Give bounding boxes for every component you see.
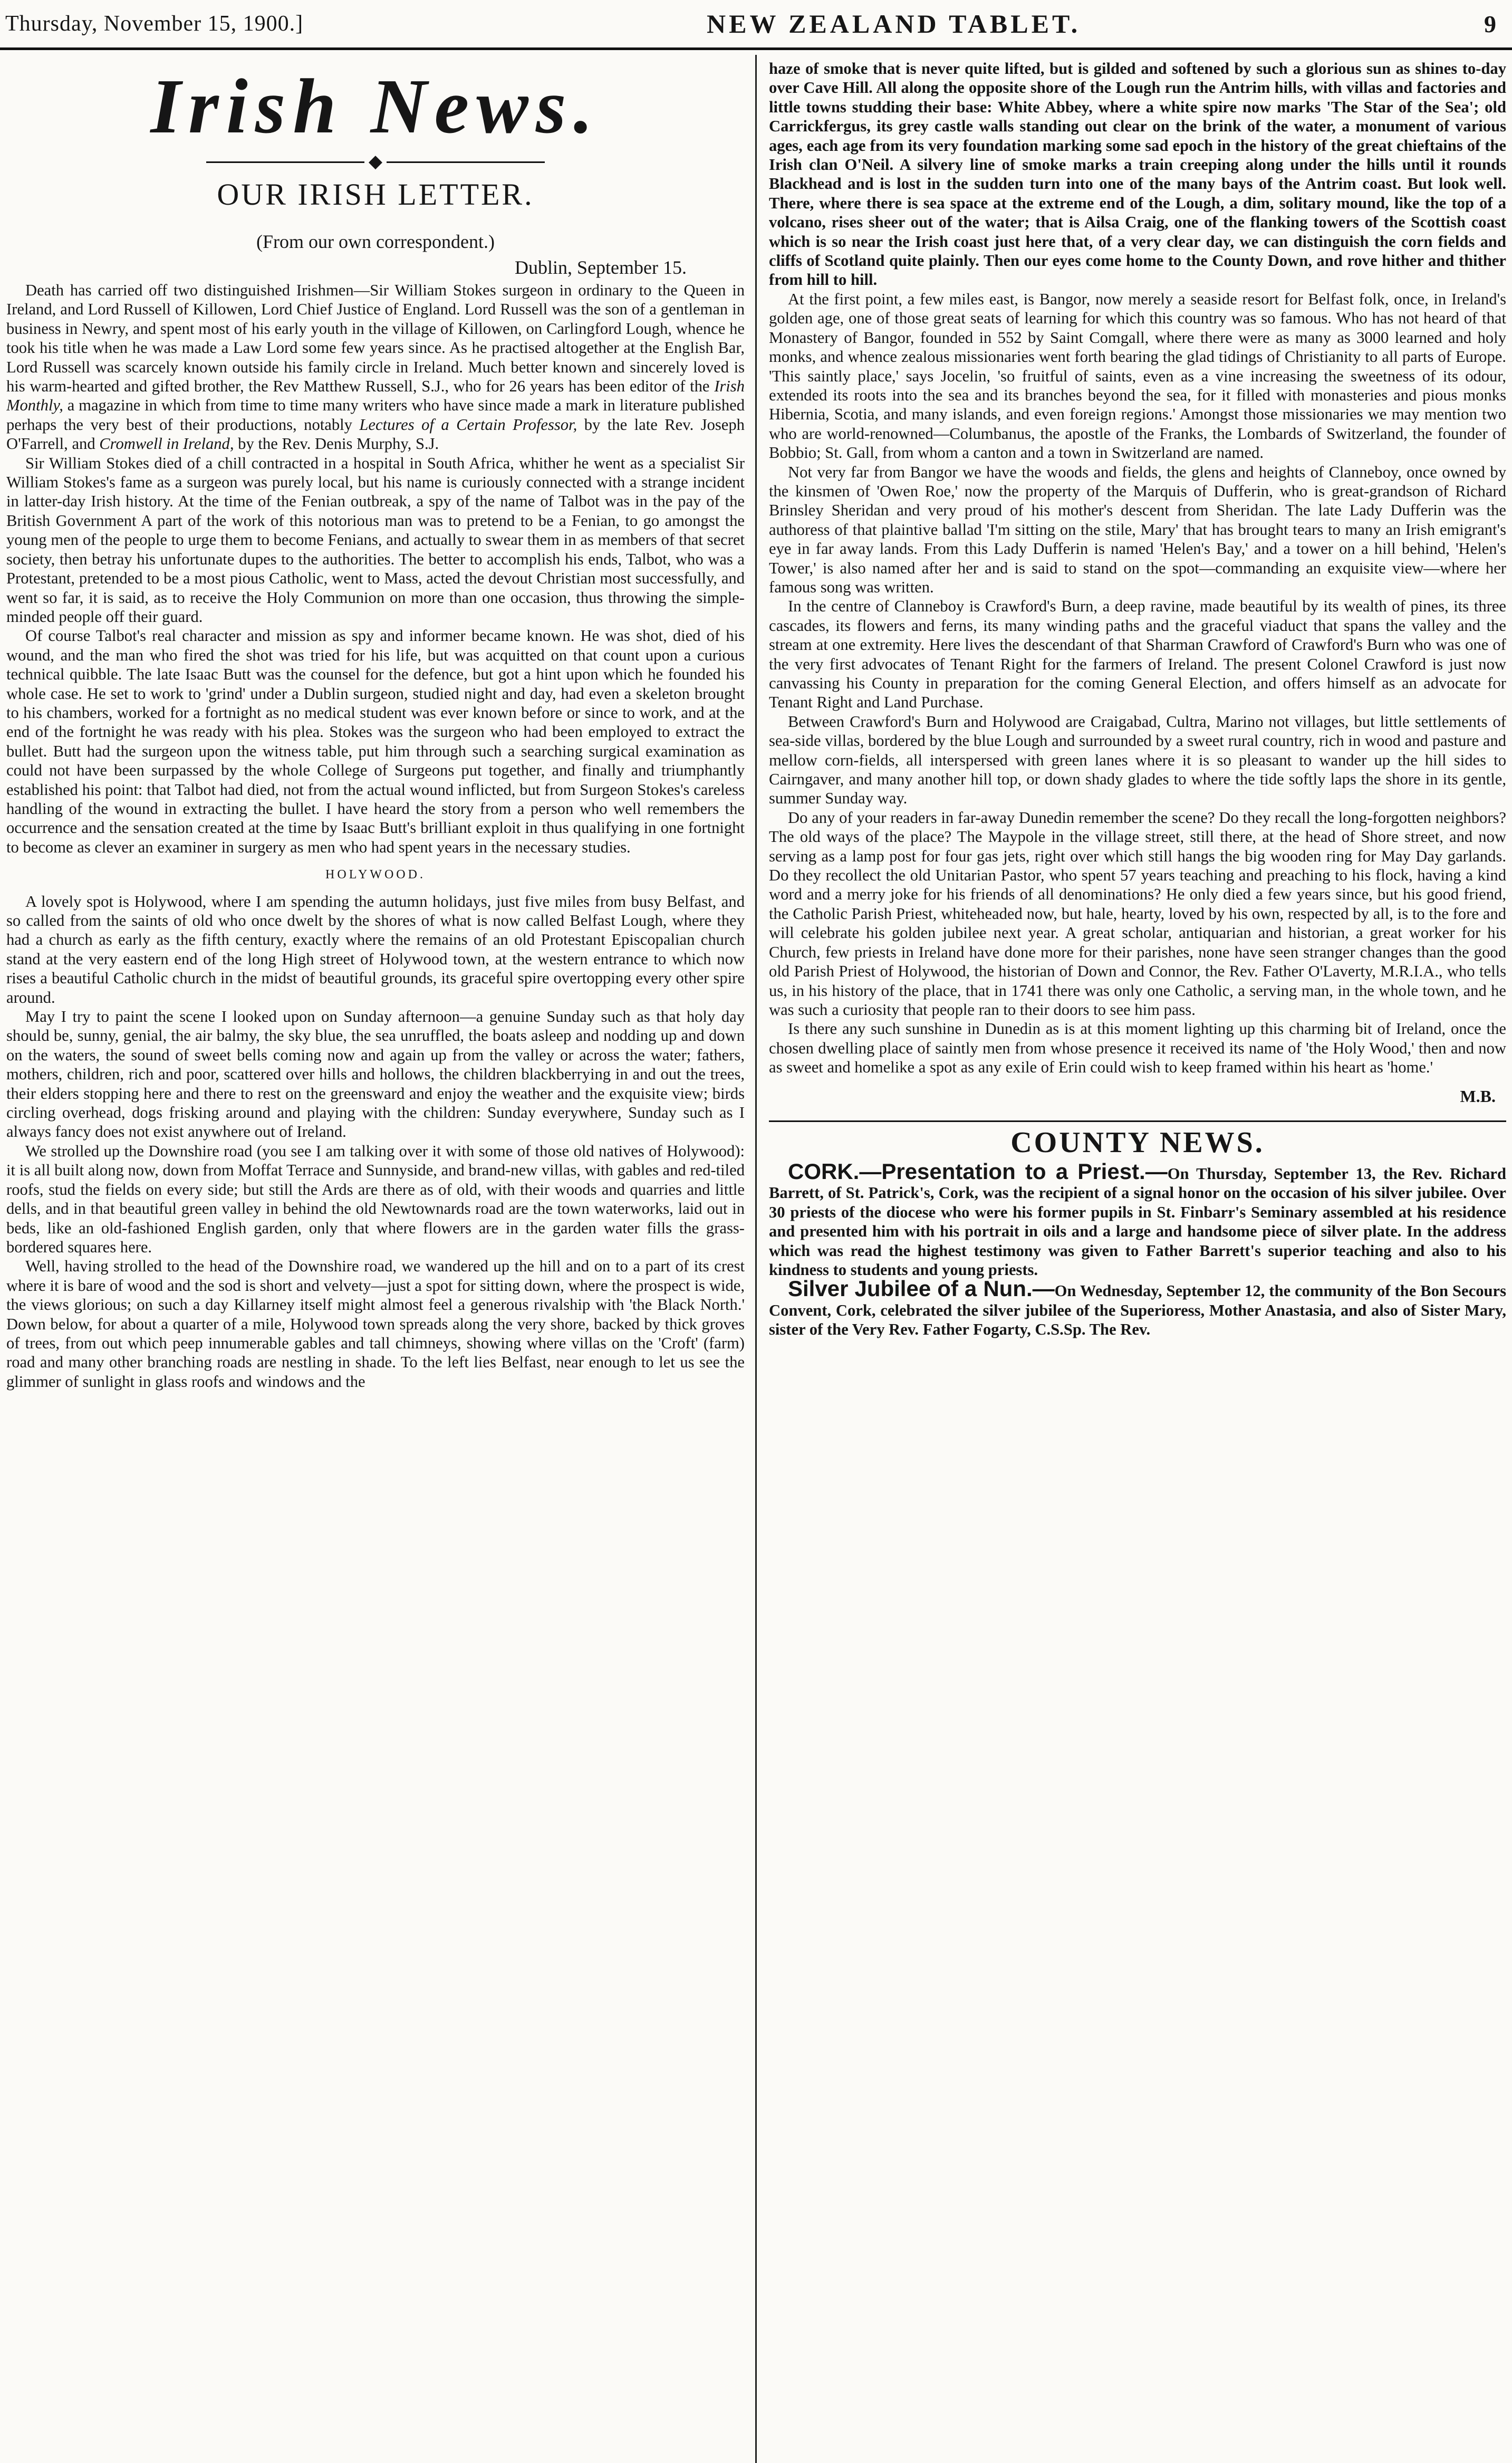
article-title: OUR IRISH LETTER.: [217, 177, 534, 212]
paragraph: In the centre of Clanneboy is Crawford's Burn, a deep ravine, made beautiful by its wealth of pines, its three cascades, its flowers and ferns, its many winding paths and the graceful viaduct that spans the valley and the stream at one extremity. Here lives the descendant of that Sharman Crawford of Crawford's Burn who was one of the very first advocates of Tenant Right for the farmers of Ireland. The present Colonel Crawford is just now canvassing his County in preparation for the coming General Election, and offers himself as an advocate for Tenant Right and Land Purchase.: [769, 597, 1506, 712]
article-dateline: Dublin, September 15.: [515, 257, 687, 278]
page-number: 9: [1484, 10, 1496, 37]
paragraph: Not very far from Bangor we have the woods and fields, the glens and heights of Clanneboy, once owned by the kinsmen of 'Owen Roe,' now the property of the Marquis of Dufferin, who is great-grandson of Richard Brinsley Sheridan and very proud of his mother's descent from Sheridan. The late Lady Dufferin was the authoress of that plaintive ballad 'I'm sitting on the stile, Mary' that has brought tears to many an Irish emigrant's eye in far away lands. From this Lady Dufferin is named 'Helen's Bay,' and a tower on a hill behind, 'Helen's Tower,' is also named after her and is said to stand on the spot—commanding an exquisite view—where her famous song was written.: [769, 463, 1506, 596]
paragraph: Well, having strolled to the head of the Downshire road, we wandered up the hill and on to a part of its crest where it is bare of wood and the sod is short and velvety—just a spot for sitting down, where the prospect is wide, the views glorious; on such a day Killarney itself might almost feel a generous rivalship with 'the Black North.' Down below, for about a quarter of a mile, Holywood town spreads along the very shore, backed by thick groves of trees, from out which peep innumerable gables and tall chimneys, showing where villas on the 'Croft' (farm) road and many other branching roads are nestling in shade. To the left lies Belfast, near enough to let us see the glimmer of sunlight in glass roofs and windows and the: [6, 1257, 745, 1391]
subsection-heading: HOLYWOOD.: [325, 868, 426, 882]
news-item-jubilee: Silver Jubilee of a Nun.—On Wednesday, September 12, the community of the Bon Secours Convent, Cork, celebrated the silver jubilee of the Superioress, Mother Anastasia, and also of Sister Mary, sister of the Very Rev. Father Fogarty, C.S.Sp. The Rev.: [769, 1276, 1506, 1339]
news-headline: CORK.—Presentation to a Priest.—: [788, 1158, 1168, 1184]
paragraph: May I try to paint the scene I looked upon on Sunday afternoon—a genuine Sunday such as that holy day should be, sunny, genial, the air balmy, the sky blue, the sea unruffled, the boats asleep and nodding up and down on the waters, the sound of sweet bells coming now and again up from the valley or across the water; fathers, mothers, children, rich and poor, scattered over hills and hollows, the children blackberrying in and out the trees, their elders stopping here and there to rest on the greensward and enjoy the weather and the exquisite view; birds circling overhead, dogs frisking around and playing with the children: Sunday everywhere, Sunday such as I always fancy does not exist anywhere out of Ireland.: [6, 1008, 745, 1141]
section-rule: [769, 1120, 1506, 1122]
paragraph: At the first point, a few miles east, is Bangor, now merely a seaside resort for Belfast folk, once, in Ireland's golden age, one of those great seats of learning for which this country was so famous. Who has not heard of that Monastery of Bangor, founded in 552 by Saint Comgall, where there were as many as 3000 learned and holy monks, and whence zealous missionaries went forth bearing the glad tidings of Christianity to all parts of Europe. 'This saintly place,' says Jocelin, 'so fruitful of saints, even as a vine increasing the sweetness of its odour, extended its roots into the sea and its branches beyond the sea, for it filled with monasteries and pious monks Hibernia, Scotia, and many islands, and even foreign regions.' Amongst those missionaries we may mention two who are world-renowned—Columbanus, the apostle of the Franks, the Lombards of Switzerland, the founder of Bobbio; St. Gall, from whom a canton and a town in Switzerland are named.: [769, 290, 1506, 462]
paragraph: Death has carried off two distinguished Irishmen—Sir William Stokes surgeon in ordinary to the Queen in Ireland, and Lord Russell of Killowen, Lord Chief Justice of England. Lord Russell was the son of a gentleman in business in Newry, and spent most of his early youth in the village of Killowen, on Carlingford Lough, whence he took his title when he was made a Law Lord some few years since. As he practised altogether at the English Bar, Lord Russell was scarcely known outside his family circle in Ireland. Much better known and sincerely loved is his warm-hearted and gifted brother, the Rev Matthew Russell, S.J., who for 26 years has been editor of the Irish Monthly, a magazine in which from time to time many writers who have since made a mark in literature published perhaps the very best of their productions, notably Lectures of a Certain Professor, by the late Rev. Joseph O'Farrell, and Cromwell in Ireland, by the Rev. Denis Murphy, S.J.: [6, 281, 745, 453]
masthead: [0, 0, 1512, 50]
paragraph: A lovely spot is Holywood, where I am spending the autumn holidays, just five miles from busy Belfast, and so called from the saints of old who once dwelt by the shores of what is now called Belfast Lough, where they had a church as early as the fifth century, exactly where the remains of an old Protestant Episcopalian church stand at the very eastern end of the long High street of Holywood town, at the western entrance to which now rises a beautiful Catholic church in the midst of beautiful grounds, its graceful spire overtopping every other spire around.: [6, 892, 745, 1007]
paragraph: Of course Talbot's real character and mission as spy and informer became known. He was shot, died of his wound, and the man who fired the shot was tried for his life, but was acquitted on that count upon a curious technical quibble. The late Isaac Butt was the counsel for the defence, but got a hint upon which he founded his whole case. He set to work to 'grind' under a Dublin surgeon, studied night and day, had even a skeleton brought to his chambers, worked for a fortnight as no medical student was ever known before or since to work, and at the end of the fortnight he was ready with his plea. Stokes was the surgeon who had been employed to extract the bullet. Butt had the surgeon upon the witness table, put him through such a searching surgical examination as could not have been surpassed by the whole College of Surgeons put together, and finally and triumphantly established his point: that Talbot had died, not from the actual wound inflicted, but from Surgeon Stokes's careless handling of the wound in extracting the bullet. I have heard the story from a person who well remembers the occurrence and the sensation created at the time by Isaac Butt's brilliant exploit in thus qualifying in one fortnight to become as clever an examiner in surgery as men who had spent years in the necessary studies.: [6, 627, 745, 856]
paragraph: Do any of your readers in far-away Dunedin remember the scene? Do they recall the long-forgotten neighbors? The old ways of the place? The Maypole in the village street, still there, at the head of Shore street, and now serving as a lamp post for four gas jets, right over which still hangs the big wooden ring for May Day garlands. Do they recollect the old Unitarian Pastor, who spent 57 years teaching and preaching to his flock, having a kind word and a merry joke for his friends of all denominations? He only died a few years since, but his good friend, the Catholic Parish Priest, whiteheaded now, but hale, hearty, loved by his own, respected by all, is to the fore and will celebrate his golden jubilee next year. A great scholar, antiquarian and historian, a great worker for his Church, few priests in Ireland have done more for their parishes, none have seen stranger changes than the good old Parish Priest of Holywood, the historian of Down and Connor, the Rev. Father O'Laverty, M.R.I.A., who tells us, in his history of the place, that in 1741 there was only one Catholic, a serving man, in the whole town, and he was such a curiosity that people ran to their doors to see him pass.: [769, 808, 1506, 1019]
paragraph: We strolled up the Downshire road (you see I am talking over it with some of those old natives of Holywood): it is all built along now, down from Moffat Terrace and Sunnyside, and brand-new villas, with gables and red-tiled roofs, stud the fields on every side; but still the Ards are there as of old, with their woods and quarries and little dells, and in that beautiful green valley in behind the old Newtownards road are the town waterworks, laid out in beds, like an old-fashioned English garden, only that where flowers are in the garden water fills the grass-bordered squares here.: [6, 1142, 745, 1256]
section-heading: Irish News.: [150, 63, 601, 150]
right-column: [769, 59, 1506, 2463]
left-column: [6, 59, 745, 2463]
ornament-rule: ◆: [6, 154, 745, 170]
author-signoff: M.B.: [1460, 1086, 1496, 1106]
news-headline: Silver Jubilee of a Nun.—: [788, 1276, 1055, 1301]
paragraph: Sir William Stokes died of a chill contracted in a hospital in South Africa, whither he went as a specialist Sir William Stokes's fame as a surgeon was purely local, but his name is curiously connected with a strange incident in latter-day Irish history. At the time of the Fenian outbreak, a spy of the name of Talbot was in the pay of the British Government A part of the work of this notorious man was to pretend to be a Fenian, to go amongst the young men of the people to urge them to become Fenians, and actually to swear them in as members of that secret society, then betray his unfortunate dupes to the authorities. The better to accomplish his ends, Talbot, who was a Protestant, pretended to be a most pious Catholic, went to Mass, acted the devout Christian most successfully, and went so far, it is said, as to receive the Holy Communion on more than one occasion, thus throwing the simple-minded people off their guard.: [6, 454, 745, 626]
paragraph: haze of smoke that is never quite lifted, but is gilded and softened by such a glorious sun as shines to-day over Cave Hill. All along the opposite shore of the Lough run the Antrim hills, with villas and factories and little towns studding their base: White Abbey, where a white spire now marks 'The Star of the Sea'; old Carrickfergus, its grey castle walls standing out clear on the brink of the water, a monument of various ages, each age from its very foundation marking some sad epoch in the history of the great chieftains of the Irish clan O'Neil. A silvery line of smoke marks a train creeping along under the hills until it rounds Blackhead and is lost in the sudden turn into one of the many bays of the Antrim coast. But look well. There, where there is sea space at the extreme end of the Lough, a dim, solitary mound, like the top of a volcano, rises sheer out of the water; that is Ailsa Craig, one of the flanking towers of the Scottish coast which is so near the Irish coast just here that, of a very clear day, we can distinguish the corn fields and cliffs of Scotland quite plainly. Then our eyes come home to the County Down, and rove hither and thither from hill to hill.: [769, 60, 1506, 289]
column-divider: [755, 55, 757, 2463]
paragraph: Is there any such sunshine in Dunedin as is at this moment lighting up this charming bit of Ireland, once the chosen dwelling place of saintly men from whose presence it received its name of 'the Holy Wood,' then and now as sweet and homelike a spot as any exile of Erin could wish to keep framed within his heart as 'home.': [769, 1020, 1506, 1077]
paper-title: NEW ZEALAND TABLET.: [707, 9, 1081, 39]
issue-date: Thursday, November 15, 1900.]: [5, 12, 304, 36]
county-news-title: COUNTY NEWS.: [1010, 1126, 1265, 1159]
paragraph: Between Crawford's Burn and Holywood are Craigabad, Cultra, Marino not villages, but little settlements of sea-side villas, bordered by the blue Lough and surrounded by a sweet rural country, rich in wood and pasture and mellow corn-fields, all interspersed with green lanes where it is so pleasant to wander up the hill sides to Cairngaver, and many another hill top, or down shady glades to where the tide softly laps the shore in its gentle, summer Sunday way.: [769, 712, 1506, 808]
article-credit: (From our own correspondent.): [256, 231, 495, 252]
news-item-cork: CORK.—Presentation to a Priest.—On Thursday, September 13, the Rev. Richard Barrett, of St. Patrick's, Cork, was the recipient of a signal honor on the occasion of his silver jubilee. Over 30 priests of the diocese who were his former pupils in St. Finbarr's Seminary assembled at his residence and presented him with his portrait in oils and a large and handsome piece of silver plate. In the address which was read the highest testimony was given to Father Barrett's superior teaching and also to his kindness to students and young priests.: [769, 1158, 1506, 1279]
